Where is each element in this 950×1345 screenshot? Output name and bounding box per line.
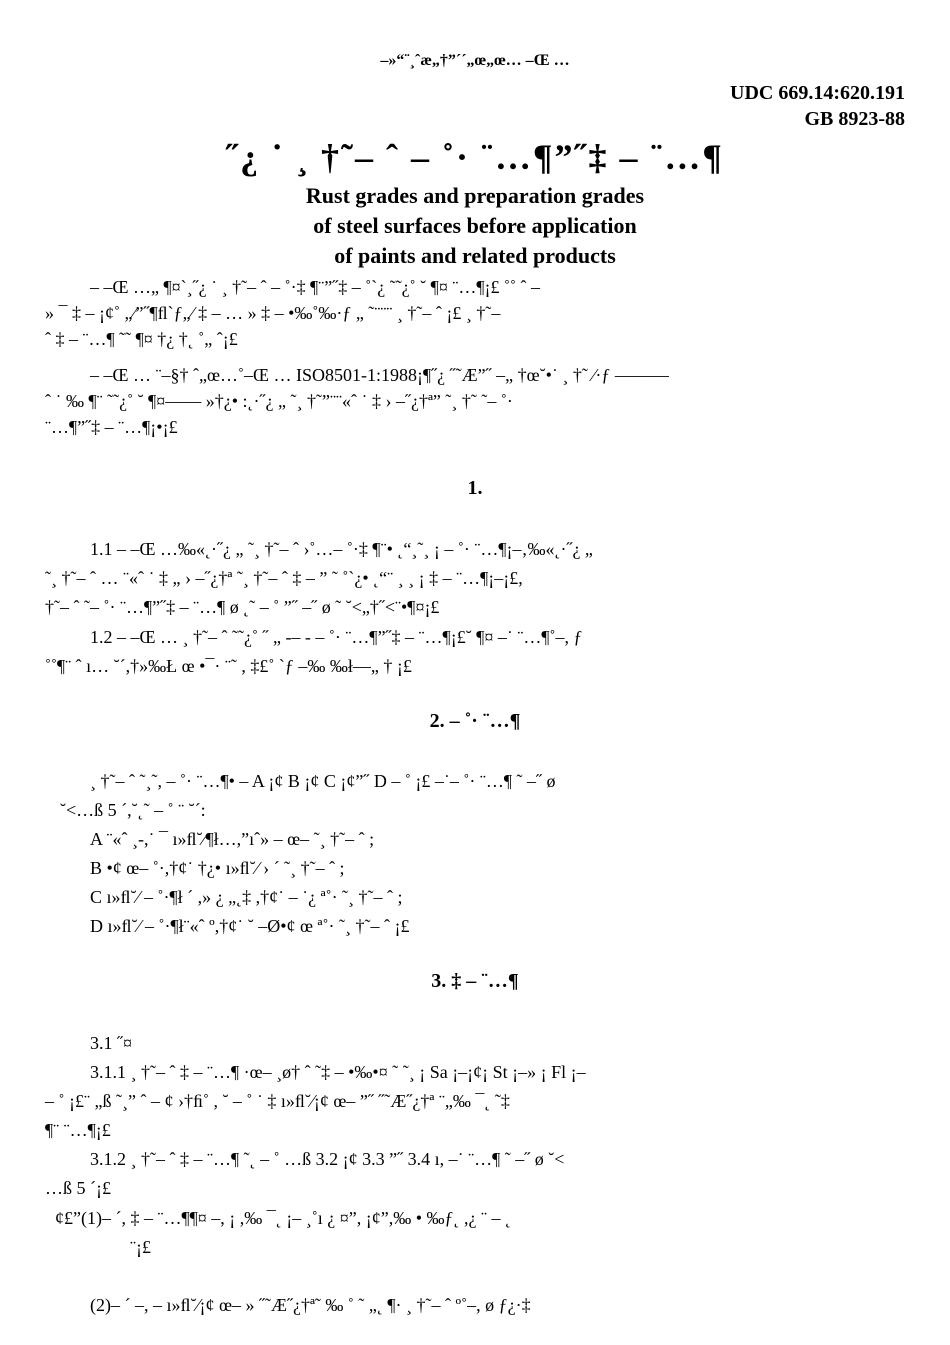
clause-1-2-line-2: ˚˚¶¨ ˆ ı… ˘´,†»‰Ł œ •¯· ¨˜ , ‡£˚ `ƒ –‰ ‰ł—„ † ¡£: [45, 656, 412, 676]
intro-p2-line-1: – –Œ … ¨–§† ˆ„œ…˚–Œ … ISO8501-1:1988¡¶˝¿ ˝˜Æ”˝ –„ †œ˘•˙ ¸ †˜ ⁄·ƒ ———: [90, 365, 669, 385]
standard-header-line: –»“¨¸ˆæ„†”´´„œ„œ… –Œ …: [380, 52, 570, 69]
clause-3-1-2-line-1: 3.1.2 ¸ †˜– ˆ ‡ – ¨…¶ ˜˛ – ˚ …ß 3.2 ¡¢ 3.3 ”˝ 3.4 ı, –˙ ¨…¶ ˜ –˝ ø ˘<: [90, 1149, 565, 1169]
note-1-line-1: ¢£”(1)– ´, ‡ – ¨…¶¶¤ –, ¡ ,‰ ¯˛ ¡– ¸˚ı ¿ ¤”, ¡¢”,‰ • ‰ƒ˛ ,¿ ¨ – ˛: [55, 1208, 511, 1228]
section-3-heading: 3. ‡ – ¨…¶: [431, 970, 519, 992]
english-title-line-2: of steel surfaces before application: [313, 213, 637, 238]
section-2-heading: 2. – ˚· ¨…¶: [429, 710, 521, 732]
grade-c-item: C ı»ﬂ˘⁄ – ˚·¶ł ´ ,» ¿ „˛‡ ,†¢˙ – ˙¿ ª˚· ˜¸ †˜– ˆ ;: [90, 887, 403, 907]
section-1-heading: 1.: [467, 477, 483, 499]
intro-p2-line-3: ¨…¶”˝‡ – ¨…¶¡•¡£: [45, 417, 178, 437]
grade-d-item: D ı»ﬂ˘⁄ – ˚·¶ł¨«ˆ º,†¢˙ ˘ –Ø•¢ œ ª˚· ˜¸ †˜– ˆ ¡£: [90, 916, 410, 936]
clause-3-1-1-line-3: ¶¨ ¨…¶¡£: [45, 1120, 111, 1140]
intro-p1-line-1: – –Œ …„ ¶¤`¸˝¿ ˙ ¸ †˜– ˆ – ˚·‡ ¶¨”˝‡ – ˚`¿ ˜˜¿˚ ˘ ¶¤ ¨…¶¡£ ˚˚ ˆ –: [90, 277, 540, 297]
clause-3-1-1-line-2: – ˚ ¡£¨ „ß ˜¸” ˆ – ¢ ›†ﬁ˚ , ˘ – ˚ ˙ ‡ ı»ﬂ˘⁄¡¢ œ– ”˝ ˝˜Æ˝¿†ª ¨„‰ ¯˛ ˜‡: [45, 1091, 510, 1111]
grade-b-item: B •¢ œ– ˚·,†¢˙ †¿• ı»ﬂ˘⁄ › ´ ˜¸ †˜– ˆ ;: [90, 858, 345, 878]
clause-1-1-line-2: ˜¸ †˜– ˆ … ¨«ˆ ˙ ‡ „ › –˝¿†ª ˜¸ †˜– ˆ ‡ – ” ˜ ˚`¿• ˛“¨ ¸ ¸ ¡ ‡ – ¨…¶¡–¡£,: [45, 568, 523, 588]
english-title-line-1: Rust grades and preparation grades: [305, 183, 645, 208]
chinese-title: ˝¿ ˙ ¸ †˜– ˆ – ˚· ¨…¶”˝‡ – ¨…¶: [226, 137, 724, 177]
clause-3-1-1-line-1: 3.1.1 ¸ †˜– ˆ ‡ – ¨…¶ ·œ– ¸ø† ˆ ˜‡ – •‰•¤ ˜ ˜¸ ¡ Sa ¡–¡¢¡ St ¡–» ¡ Fl ¡–: [90, 1062, 586, 1082]
clause-1-1-line-1: 1.1 – –Œ …‰«˛·˝¿ „ ˜¸ †˜– ˆ ›˚…– ˚·‡ ¶¨• ˛“¸˜¸ ¡ – ˚· ¨…¶¡–‚‰«˛·˝¿ „: [90, 539, 593, 559]
intro-p1-line-3: ˆ ‡ – ¨…¶ ˜˜ ¶¤ †¿ †˛ ˚„ ˆ¡£: [45, 329, 238, 349]
intro-p2-line-2: ˆ ˙ ‰ ¶¨ ˜˜¿˚ ˘ ¶¤—— »†¿• :˛·˝¿ „ ˜¸ †˜”¨¨«ˆ ˙ ‡ › –˝¿†ª” ˜¸ †˜ ˜– ˚·: [45, 391, 513, 411]
english-title-line-3: of paints and related products: [334, 243, 616, 268]
grade-a-item: A ¨«ˆ ¸-,˙ ¯ ı»ﬂ˘⁄¶ł…,”ıˆ» – œ– ˜¸ †˜– ˆ ;: [90, 829, 375, 849]
section-2-intro-line-1: ¸ †˜– ˆ ˜¸˜, – ˚· ¨…¶• – A ¡¢ B ¡¢ C ¡¢”˝ D – ˚ ¡£ –˙– ˚· ¨…¶ ˜ –˝ ø: [90, 771, 556, 791]
clause-3-1-2-line-2: …ß 5 ´¡£: [45, 1178, 111, 1198]
note-2-line-1: (2)– ´ –, – ı»ﬂ˘⁄¡¢ œ– » ˝˜Æ˝¿†ª˜ ‰ ˚ ˜ „˛ ¶· ¸ †˜– ˆ º˚–, ø ƒ¿·‡: [90, 1295, 531, 1315]
clause-1-1-line-3: †˜– ˆ ˜– ˚· ¨…¶”˝‡ – ¨…¶ ø ˛˜ – ˚ ”˝ –˝ ø ˜ ˘<„†˝<¨•¶¤¡£: [45, 597, 440, 617]
gb-standard-number: GB 8923-88: [804, 108, 905, 130]
clause-1-2-line-1: 1.2 – –Œ … ¸ †˜– ˆ ˜˜¿˚ ˝ „ -– - – ˚· ¨…¶”˝‡ – ¨…¶¡£˘ ¶¤ –˙ ¨…¶˚–, ƒ: [90, 627, 583, 647]
note-1-line-2: ¨¡£: [130, 1237, 151, 1257]
udc-number: UDC 669.14:620.191: [730, 82, 905, 104]
section-2-intro-line-2: ˘<…ß 5 ´,˘˛˜ – ˚ ¨ ˘´:: [60, 800, 206, 820]
clause-3-1: 3.1 ˝¤: [90, 1033, 132, 1053]
intro-p1-line-2: » ¯ ‡ – ¡¢˚ „⁄”˝¶ﬂ`ƒ„⁄ ‡ – … » ‡ – •‰˚‰·ƒ „ ˜¨¨¨ ¸ †˜– ˆ ¡£ ¸ †˜–: [45, 303, 501, 323]
